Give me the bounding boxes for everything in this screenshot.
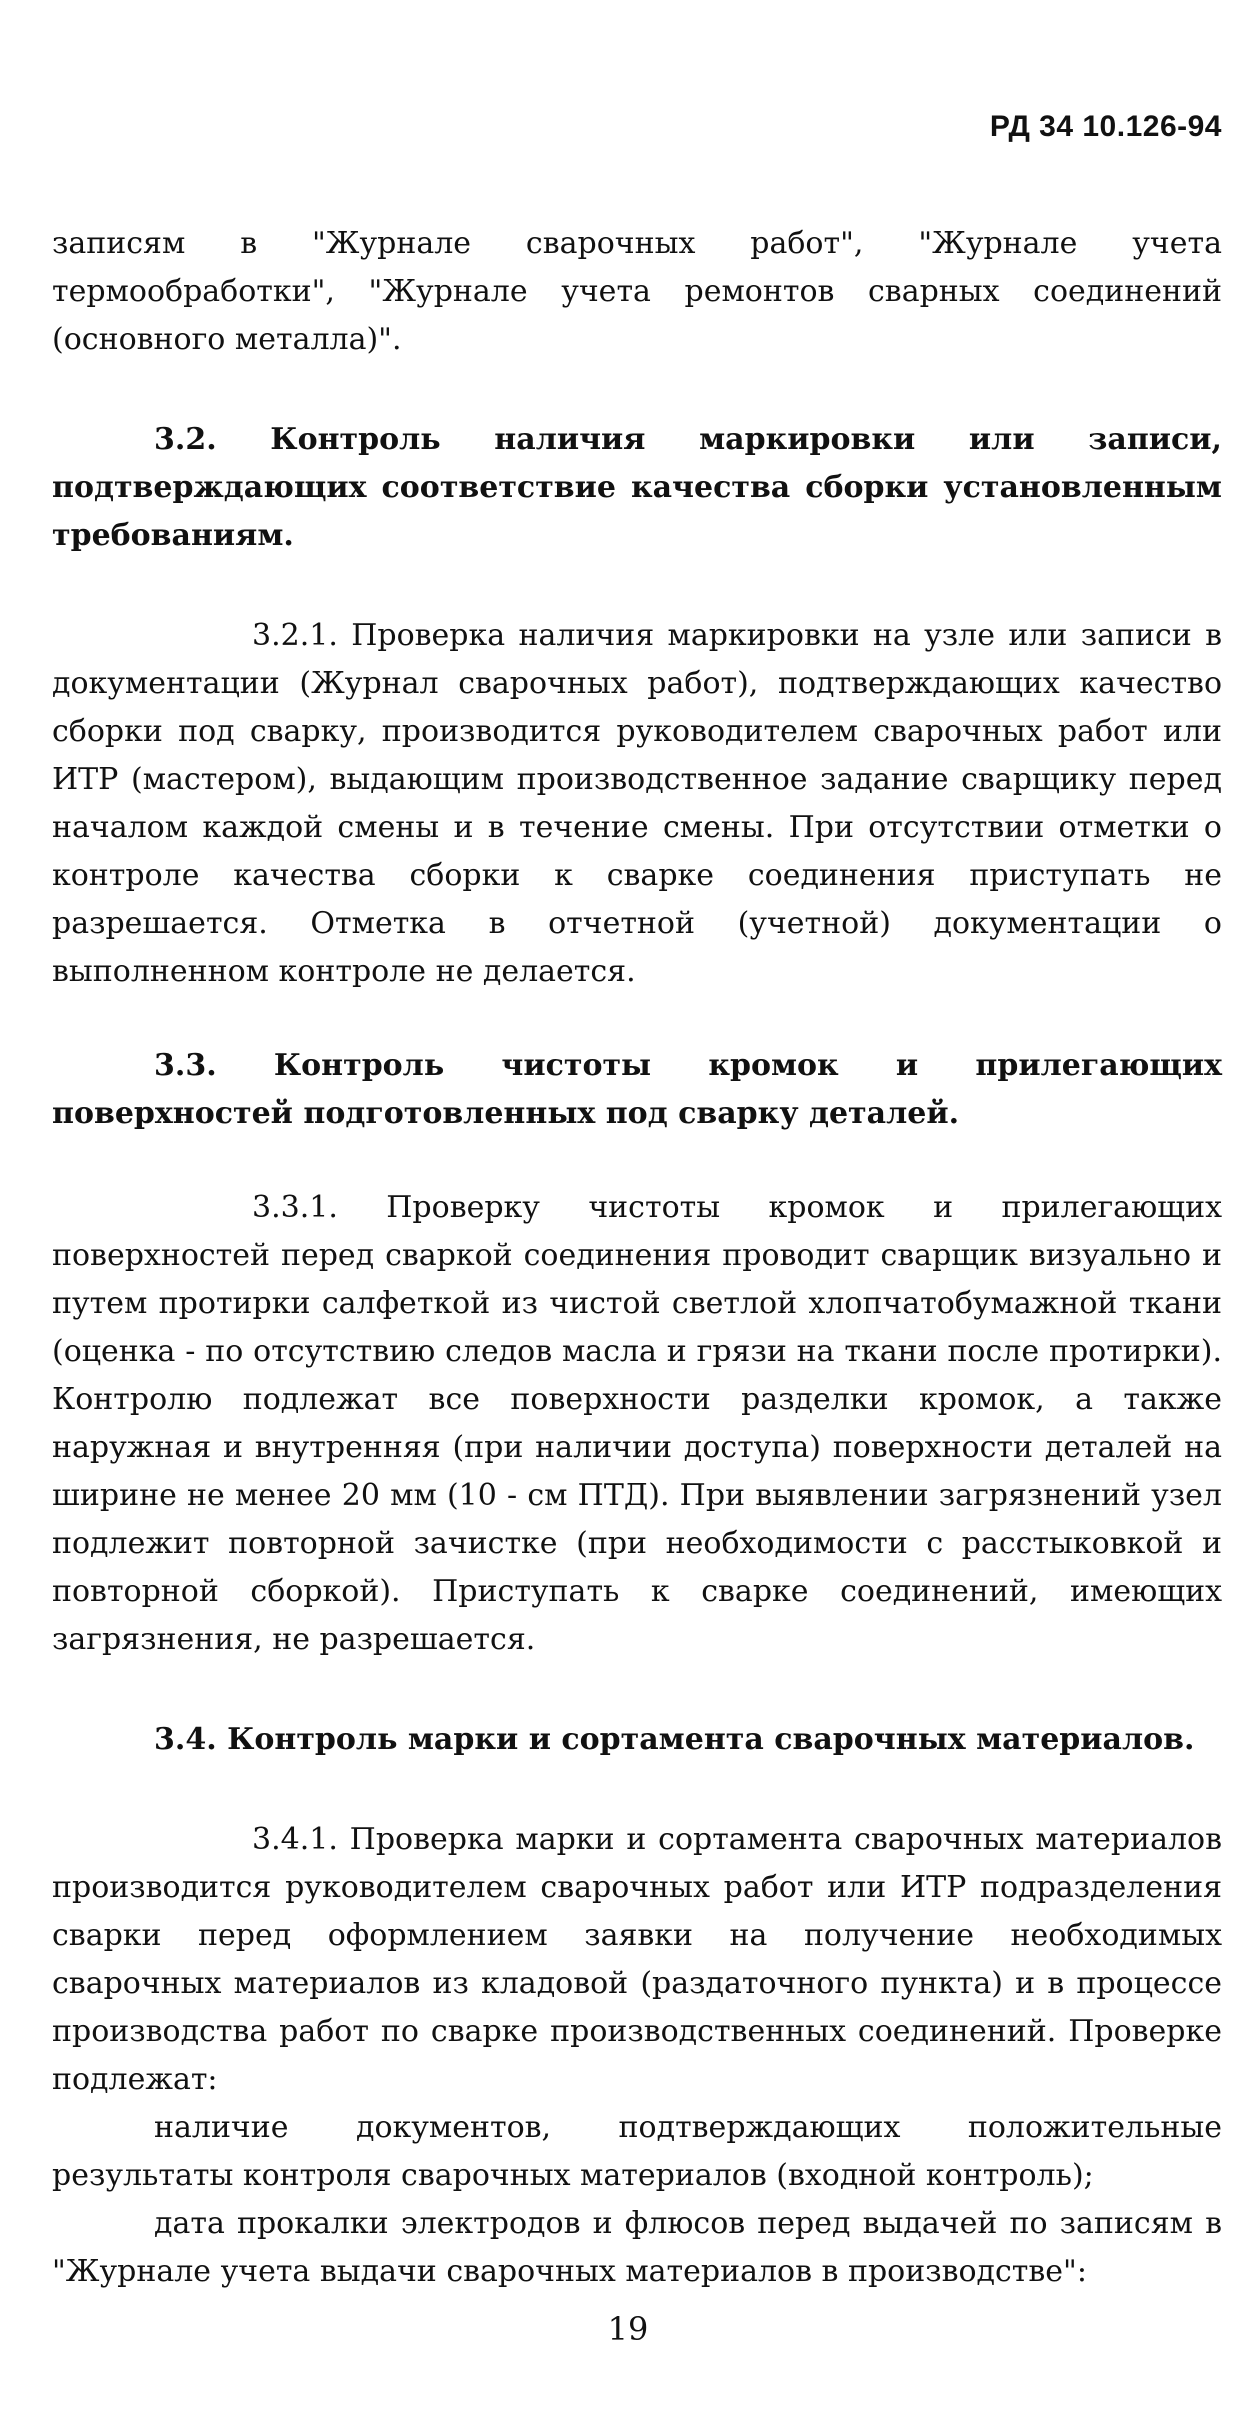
- document-code: РД 34 10.126-94: [989, 110, 1222, 143]
- paragraph-3-4-1: 3.4.1. Проверка марки и сортамента сварочных материалов производится руководителем сварочных работ или ИТР подразделения сварки перед оформлением заявки на получение необходимых сварочных материалов из кладовой (раздаточного пункта) и в процессе производства работ по сварке производственных соединений. Проверке подлежат:: [52, 1822, 1222, 2097]
- page-number: 19: [607, 2310, 649, 2348]
- heading-3-2: 3.2. Контроль наличия маркировки или записи, подтверждающих соответствие качества сборки установленным требованиям.: [52, 422, 1222, 553]
- list-item-calcination-date: дата прокалки электродов и флюсов перед выдачей по записям в "Журнале учета выдачи сварочных материалов в производстве":: [52, 2206, 1222, 2289]
- heading-3-4: 3.4. Контроль марки и сортамента сварочных материалов.: [154, 1722, 1195, 1757]
- heading-3-3: 3.3. Контроль чистоты кромок и прилегающих поверхностей подготовленных под сварку деталей.: [52, 1048, 1222, 1131]
- document-body: [52, 220, 1222, 2296]
- paragraph-3-2-1: 3.2.1. Проверка наличия маркировки на узле или записи в документации (Журнал сварочных работ), подтверждающих качество сборки под сварку, производится руководителем сварочных работ или ИТР (мастером), выдающим производственное задание сварщику перед началом каждой смены и в течение смены. При отсутствии отметки о контроле качества сборки к сварке соединения приступать не разрешается. Отметка в отчетной (учетной) документации о выполненном контроле не делается.: [52, 618, 1222, 989]
- list-item-documents: наличие документов, подтверждающих положительные результаты контроля сварочных материалов (входной контроль);: [52, 2110, 1222, 2193]
- paragraph-3-3-1: 3.3.1. Проверку чистоты кромок и прилегающих поверхностей перед сваркой соединения проводит сварщик визуально и путем протирки салфеткой из чистой светлой хлопчатобумажной ткани (оценка - по отсутствию следов масла и грязи на ткани после протирки). Контролю подлежат все поверхности разделки кромок, а также наружная и внутренняя (при наличии доступа) поверхности деталей на ширине не менее 20 мм (10 - см ПТД). При выявлении загрязнений узел подлежит повторной зачистке (при необходимости с расстыковкой и повторной сборкой). Приступать к сварке соединений, имеющих загрязнения, не разрешается.: [52, 1190, 1222, 1657]
- paragraph-intro: записям в "Журнале сварочных работ", "Журнале учета термообработки", "Журнале учета ремонтов сварных соединений (основного металла)".: [52, 226, 1222, 357]
